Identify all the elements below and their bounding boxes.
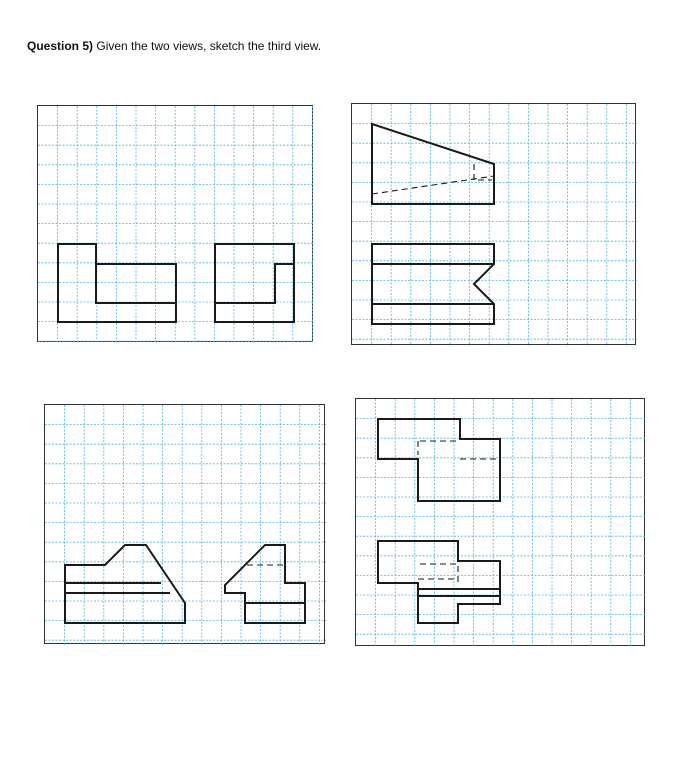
exercise-c-drawing bbox=[45, 405, 326, 645]
front-view bbox=[378, 541, 500, 623]
front-view-hidden-line bbox=[418, 564, 458, 583]
front-view bbox=[58, 244, 176, 322]
top-view-hidden-line bbox=[372, 164, 494, 194]
top-view-hidden-line bbox=[418, 441, 500, 459]
front-view bbox=[372, 244, 494, 324]
exercise-c-panel bbox=[44, 404, 325, 644]
question-text: Given the two views, sketch the third view. bbox=[96, 39, 322, 53]
exercise-b-panel bbox=[351, 103, 636, 345]
top-view bbox=[372, 124, 494, 204]
grid bbox=[356, 399, 646, 647]
exercise-a-drawing bbox=[38, 106, 314, 343]
side-view bbox=[225, 545, 305, 623]
top-view bbox=[378, 419, 500, 501]
exercise-a-panel bbox=[37, 105, 313, 342]
side-view bbox=[215, 244, 294, 322]
question-number: Question 5) bbox=[27, 39, 94, 53]
exercise-b-drawing bbox=[352, 104, 637, 346]
exercise-d-panel bbox=[355, 398, 645, 646]
question-prompt bbox=[27, 39, 321, 53]
exercise-d-drawing bbox=[356, 399, 646, 647]
front-view bbox=[65, 545, 185, 623]
